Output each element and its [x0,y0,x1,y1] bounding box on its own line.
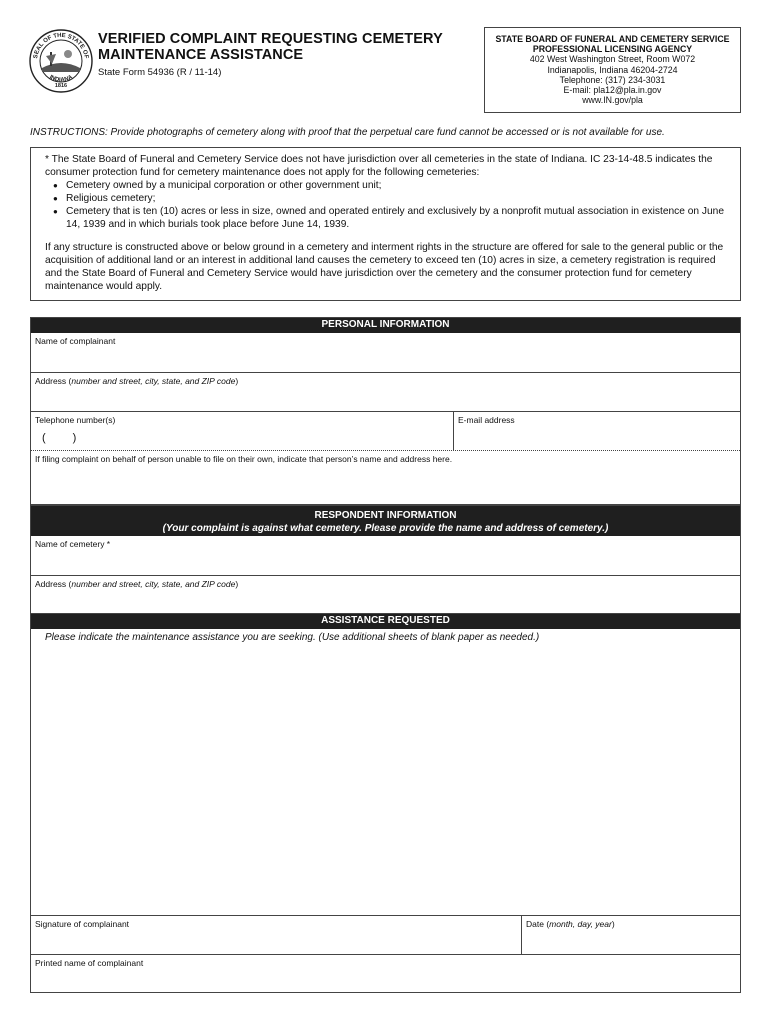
respondent-information-section [30,505,741,614]
jurisdiction-notice [30,147,741,301]
form-title-line1: VERIFIED COMPLAINT REQUESTING CEMETERY [98,31,443,47]
notice-bullet: ● Cemetery that is ten (10) acres or less in size, owned and operated entirely and exclusively by a nonprofit mutual association in existence on June 14, 1939 and in which burials took place before June 14, 1939. [45,205,730,231]
form-number: State Form 54936 (R / 11-14) [98,67,222,78]
notice-intro: * The State Board of Funeral and Cemetery Service does not have jurisdiction over all cemeteries in the state of Indiana. IC 23-14-48.5 indicates the consumer protection fund for cemetery maintenance does not apply for the following cemeteries: [45,154,713,178]
assistance-requested-section [30,613,741,993]
agency-website: www.IN.gov/pla [582,95,643,106]
agency-name: PROFESSIONAL LICENSING AGENCY [532,44,693,55]
email-label: E-mail address [458,415,515,425]
cemetery-name-label: Name of cemetery * [35,539,111,549]
notice-paragraph: If any structure is constructed above or below ground in a cemetery and interment rights in the structure are offered for sale to the general public or the acquisition of additional land or an interest in additional land causes the cemetery to exceed ten (10) acres in size, a cemetery registration is required and the State Board of Funeral and Cemetery Service would have jurisdiction over the cemetery and the consumer protection fund for cemetery maintenance would apply. [45,242,724,292]
state-seal-icon [28,28,94,94]
personal-information-section [30,317,741,505]
agency-board: STATE BOARD OF FUNERAL AND CEMETERY SERVICE [495,34,730,44]
telephone-field[interactable] [31,412,453,450]
respondent-heading: RESPONDENT INFORMATION [314,510,457,521]
notice-bullet-list [45,179,730,231]
complainant-name-label: Name of complainant [35,336,116,346]
signature-label: Signature of complainant [35,919,130,929]
date-field[interactable] [521,916,740,954]
area-code-parens: ( ) [42,432,77,444]
complainant-name-field[interactable] [31,333,740,372]
agency-address1: 402 West Washington Street, Room W072 [529,54,696,65]
personal-information-heading: PERSONAL INFORMATION [31,318,740,333]
printed-name-label: Printed name of complainant [35,958,144,968]
cemetery-name-field[interactable] [31,536,740,575]
form-title-line2: MAINTENANCE ASSISTANCE [98,47,304,63]
respondent-subheading: (Your complaint is against what cemetery. Please provide the name and address of cemetery.) [162,523,609,534]
seal-top-text: SEAL OF THE STATE OF [33,32,89,60]
signature-field[interactable] [31,916,521,954]
agency-telephone: Telephone: (317) 234-3031 [559,74,666,85]
printed-name-field[interactable] [31,954,740,992]
phone-email-row [31,411,740,450]
respondent-information-header [31,506,740,536]
behalf-of-label: If filing complaint on behalf of person unable to file on their own, indicate that person’s name and address here. [35,454,453,464]
assistance-description-field[interactable] [31,629,740,915]
agency-box [484,27,741,113]
cemetery-address-label: Address (number and street, city, state, and ZIP code) [35,579,239,589]
title-block [98,31,458,78]
notice-bullet: ● Cemetery owned by a municipal corporation or other government unit; [45,179,730,192]
instructions: INSTRUCTIONS: Provide photographs of cemetery along with proof that the perpetual care fund cannot be accessed or is not available for use. [30,127,665,138]
date-label: Date (month, day, year) [526,919,615,929]
telephone-label: Telephone number(s) [35,415,116,425]
cemetery-address-field[interactable] [31,575,740,613]
notice-bullet: ● Religious cemetery; [45,192,730,205]
behalf-of-field[interactable] [31,450,740,504]
email-field[interactable] [453,412,740,450]
seal-year: 1816 [54,83,68,89]
complainant-address-label: Address (number and street, city, state, and ZIP code) [35,376,239,386]
agency-address2: Indianapolis, Indiana 46204-2724 [547,64,678,75]
assistance-heading: ASSISTANCE REQUESTED [31,614,740,629]
signature-date-row [31,915,740,954]
assistance-prompt: Please indicate the maintenance assistance you are seeking. (Use additional sheets of blank paper as needed.) [45,632,540,643]
seal-bottom-text: INDIANA [48,74,74,84]
complainant-address-field[interactable] [31,372,740,411]
agency-email: E-mail: pla12@pla.in.gov [563,85,662,96]
